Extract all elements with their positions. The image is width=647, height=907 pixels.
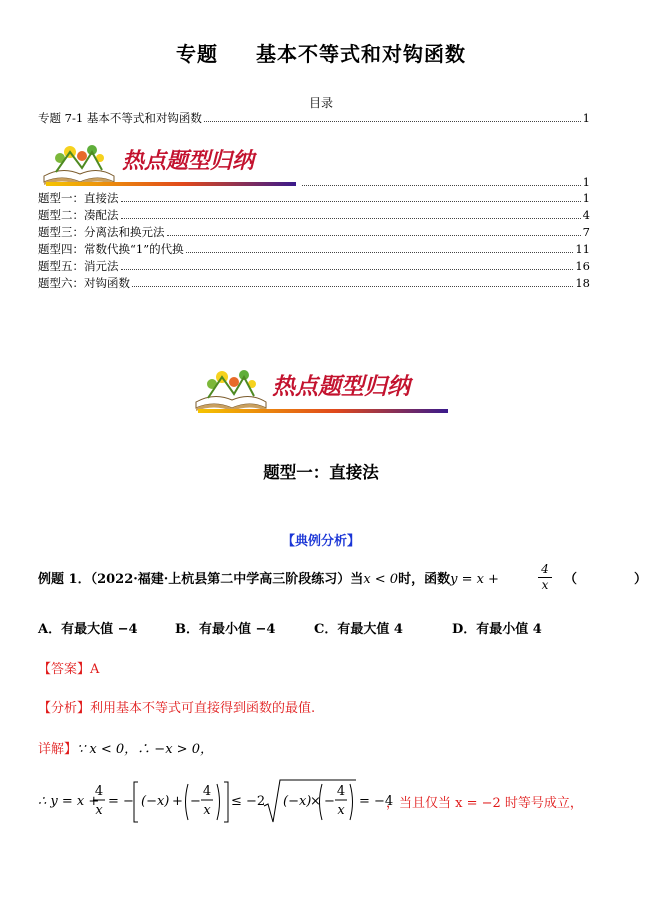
title-main: 基本不等式和对钩函数 — [256, 42, 466, 66]
derivation-sqrt-x: (−x) — [283, 794, 312, 809]
choice-c[interactable]: C．有最大值 4 — [314, 622, 403, 637]
detail-line — [38, 738, 213, 757]
toc-entry-page: 11 — [575, 242, 590, 256]
toc-entry-label: 题型四：常数代换“1”的代换 — [38, 242, 184, 256]
page-title — [0, 38, 642, 67]
derivation-times: × — [310, 794, 321, 809]
derivation-plus: + — [172, 794, 183, 809]
toc-entry[interactable] — [38, 224, 590, 239]
toc-leader — [186, 252, 574, 253]
banner-text: 热点题型归纳 — [272, 373, 410, 400]
title-prefix: 专题 — [176, 42, 218, 66]
banner-text: 热点题型归纳 — [122, 148, 255, 174]
detail-math: ∵ x < 0，∴ −x > 0， — [77, 742, 213, 757]
derivation-frac-den-3: x — [337, 803, 345, 818]
section-banner — [192, 362, 454, 418]
toc-entry-page: 18 — [575, 276, 590, 290]
toc-leader — [121, 218, 581, 219]
toc-entry-label: 题型六：对钩函数 — [38, 276, 130, 290]
derivation-minus-x: (−x) — [141, 794, 170, 809]
fraction-denominator: x — [541, 578, 549, 592]
derivation-minus: − — [190, 794, 201, 809]
derivation-line — [38, 778, 598, 828]
toc-entry[interactable] — [38, 110, 590, 125]
problem-fraction — [538, 562, 552, 593]
toc-leader — [121, 269, 574, 270]
toc-leader — [121, 201, 581, 202]
problem-function: y = x + — [450, 572, 499, 587]
problem-source: 例题 1．（2022·福建·上杭县第二中学高三阶段练习）当 — [38, 572, 364, 587]
toc-entry-page: 1 — [582, 175, 590, 189]
derivation-frac-num-3: 4 — [336, 784, 346, 799]
answer-label: 【答案】 — [38, 662, 91, 677]
banner-graphic — [192, 362, 454, 418]
section-title: 题型一：直接法 — [263, 463, 379, 482]
analysis-text: 利用基本不等式可直接得到函数的最值. — [90, 701, 316, 716]
toc-leader — [167, 235, 581, 236]
analysis-label: 【分析】 — [38, 701, 91, 716]
toc-entry[interactable] — [38, 241, 590, 256]
toc-entry[interactable] — [38, 275, 590, 290]
answer-value: A — [90, 662, 100, 677]
toc-entry-page: 4 — [582, 208, 590, 222]
toc-entry[interactable] — [38, 190, 590, 205]
derivation-lhs: ∴ y = x + — [38, 794, 100, 809]
derivation-result: = −4 — [359, 794, 394, 809]
derivation-tail: ，当且仅当 x = −2 时等号成立， — [386, 796, 583, 811]
banner-bar — [198, 409, 448, 413]
toc-entry[interactable] — [38, 174, 590, 189]
toc-leader — [204, 121, 581, 122]
derivation-frac-den-2: x — [203, 803, 211, 818]
problem-condition: x < 0 — [363, 572, 399, 587]
answer-paren-close: ） — [634, 572, 647, 587]
choice-b[interactable]: B．有最小值 −4 — [175, 622, 276, 637]
toc-entry-label: 题型三：分离法和换元法 — [38, 225, 165, 239]
toc-entry[interactable] — [38, 207, 590, 222]
analysis-line — [38, 697, 315, 716]
toc-leader — [132, 286, 573, 287]
answer-paren-open: （ — [564, 572, 578, 587]
choice-d[interactable]: D．有最小值 4 — [452, 622, 542, 637]
toc-leader — [302, 185, 581, 186]
derivation-frac-num-2: 4 — [202, 784, 212, 799]
toc-entry-page: 7 — [582, 225, 590, 239]
problem-statement — [38, 562, 647, 602]
derivation-frac-num: 4 — [94, 784, 104, 799]
toc-entry-page: 1 — [582, 191, 590, 205]
toc-entry-page: 1 — [582, 111, 590, 125]
toc-heading: 目录 — [308, 96, 333, 110]
toc-entry-page: 16 — [575, 259, 590, 273]
toc-entry-label: 题型一：直接法 — [38, 191, 119, 205]
derivation-minus-2: − — [324, 794, 335, 809]
toc-entry[interactable] — [38, 258, 590, 273]
derivation-eq: = − — [108, 794, 134, 809]
problem-text — [38, 568, 499, 587]
fraction-numerator: 4 — [538, 562, 552, 578]
book-icon — [196, 370, 266, 411]
derivation-le: ≤ −2 — [231, 794, 266, 809]
answer-line — [38, 658, 99, 677]
choice-a[interactable]: A．有最大值 −4 — [38, 622, 138, 637]
detail-label: 详解】 — [38, 742, 78, 757]
problem-mid: 时，函数 — [398, 572, 451, 587]
toc-entry-label: 题型五：消元法 — [38, 259, 119, 273]
toc-entry-label: 题型二：凑配法 — [38, 208, 119, 222]
derivation-frac-den: x — [95, 803, 103, 818]
toc-entry-label: 专题 7-1 基本不等式和对钩函数 — [38, 111, 202, 125]
example-tag: 【典例分析】 — [281, 534, 360, 549]
